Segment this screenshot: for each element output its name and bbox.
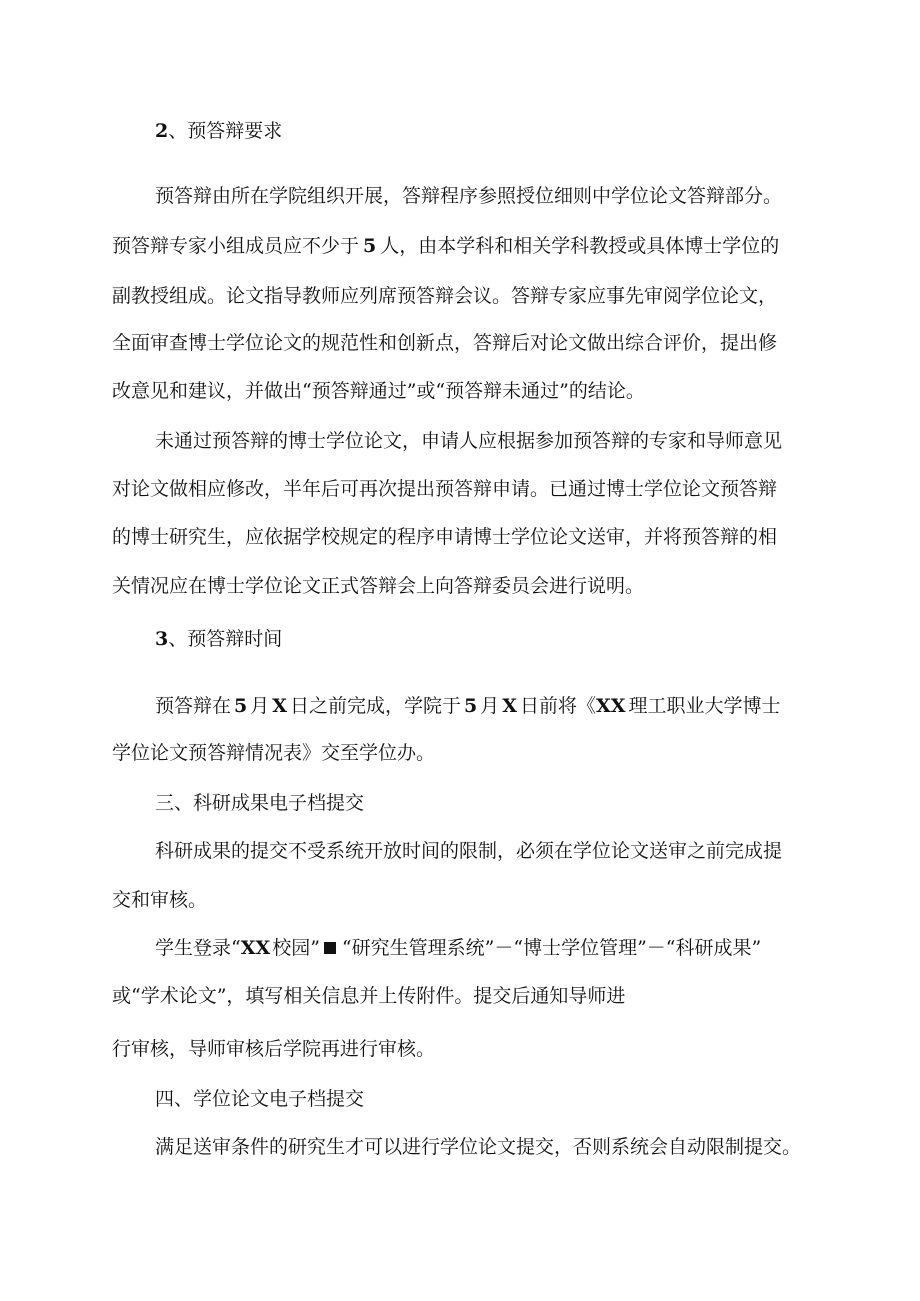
- paragraph-line: 改意见和建议，并做出“预答辩通过”或“预答辩未通过”的结论。: [112, 380, 645, 402]
- paragraph-line: 行审核，导师审核后学院再进行审核。: [112, 1038, 436, 1060]
- paragraph-line: 或“学术论文”，填写相关信息并上传附件。提交后通知导师进: [112, 985, 626, 1007]
- paragraph-line: 交和审核。: [112, 889, 208, 911]
- paragraph-line: 预答辩在 5 月 X 日之前完成，学院于 5 月 X 日前将《XX 理工职业大学博士: [155, 695, 781, 717]
- paragraph-line: 满足送审条件的研究生才可以进行学位论文提交，否则系统会自动限制提交。: [155, 1136, 802, 1158]
- paragraph-line: 学生登录“XX 校园” “研究生管理系统”－“博士学位管理”－“科研成果”: [155, 937, 762, 959]
- paragraph-line: 科研成果的提交不受系统开放时间的限制，必须在学位论文送审之前完成提: [155, 840, 783, 862]
- section-heading-four: 四、学位论文电子档提交: [155, 1088, 365, 1110]
- paragraph-line: 的博士研究生，应依据学校规定的程序申请博士学位论文送审，并将预答辩的相: [112, 526, 778, 548]
- paragraph-line: 副教授组成。论文指导教师应列席预答辩会议。答辩专家应事先审阅学位论文，: [112, 285, 778, 307]
- paragraph-line: 对论文做相应修改，半年后可再次提出预答辩申请。已通过博士学位论文预答辩: [112, 478, 778, 500]
- paragraph-line: 预答辩由所在学院组织开展，答辩程序参照授位细则中学位论文答辩部分。: [155, 185, 783, 207]
- section-heading-3: 3、预答辩时间: [155, 628, 283, 650]
- paragraph-line: 学位论文预答辩情况表》交至学位办。: [112, 742, 436, 764]
- square-bullet-icon: [324, 942, 336, 954]
- paragraph-line: 预答辩专家小组成员应不少于 5 人，由本学科和相关学科教授或具体博士学位的: [112, 235, 780, 257]
- paragraph-line: 关情况应在博士学位论文正式答辩会上向答辩委员会进行说明。: [112, 575, 645, 597]
- section-heading-2: 2、预答辩要求: [155, 120, 283, 142]
- section-heading-three: 三、科研成果电子档提交: [155, 792, 365, 814]
- paragraph-line: 未通过预答辩的博士学位论文，申请人应根据参加预答辩的专家和导师意见: [155, 430, 783, 452]
- paragraph-line: 全面审查博士学位论文的规范性和创新点，答辩后对论文做出综合评价，提出修: [112, 332, 778, 354]
